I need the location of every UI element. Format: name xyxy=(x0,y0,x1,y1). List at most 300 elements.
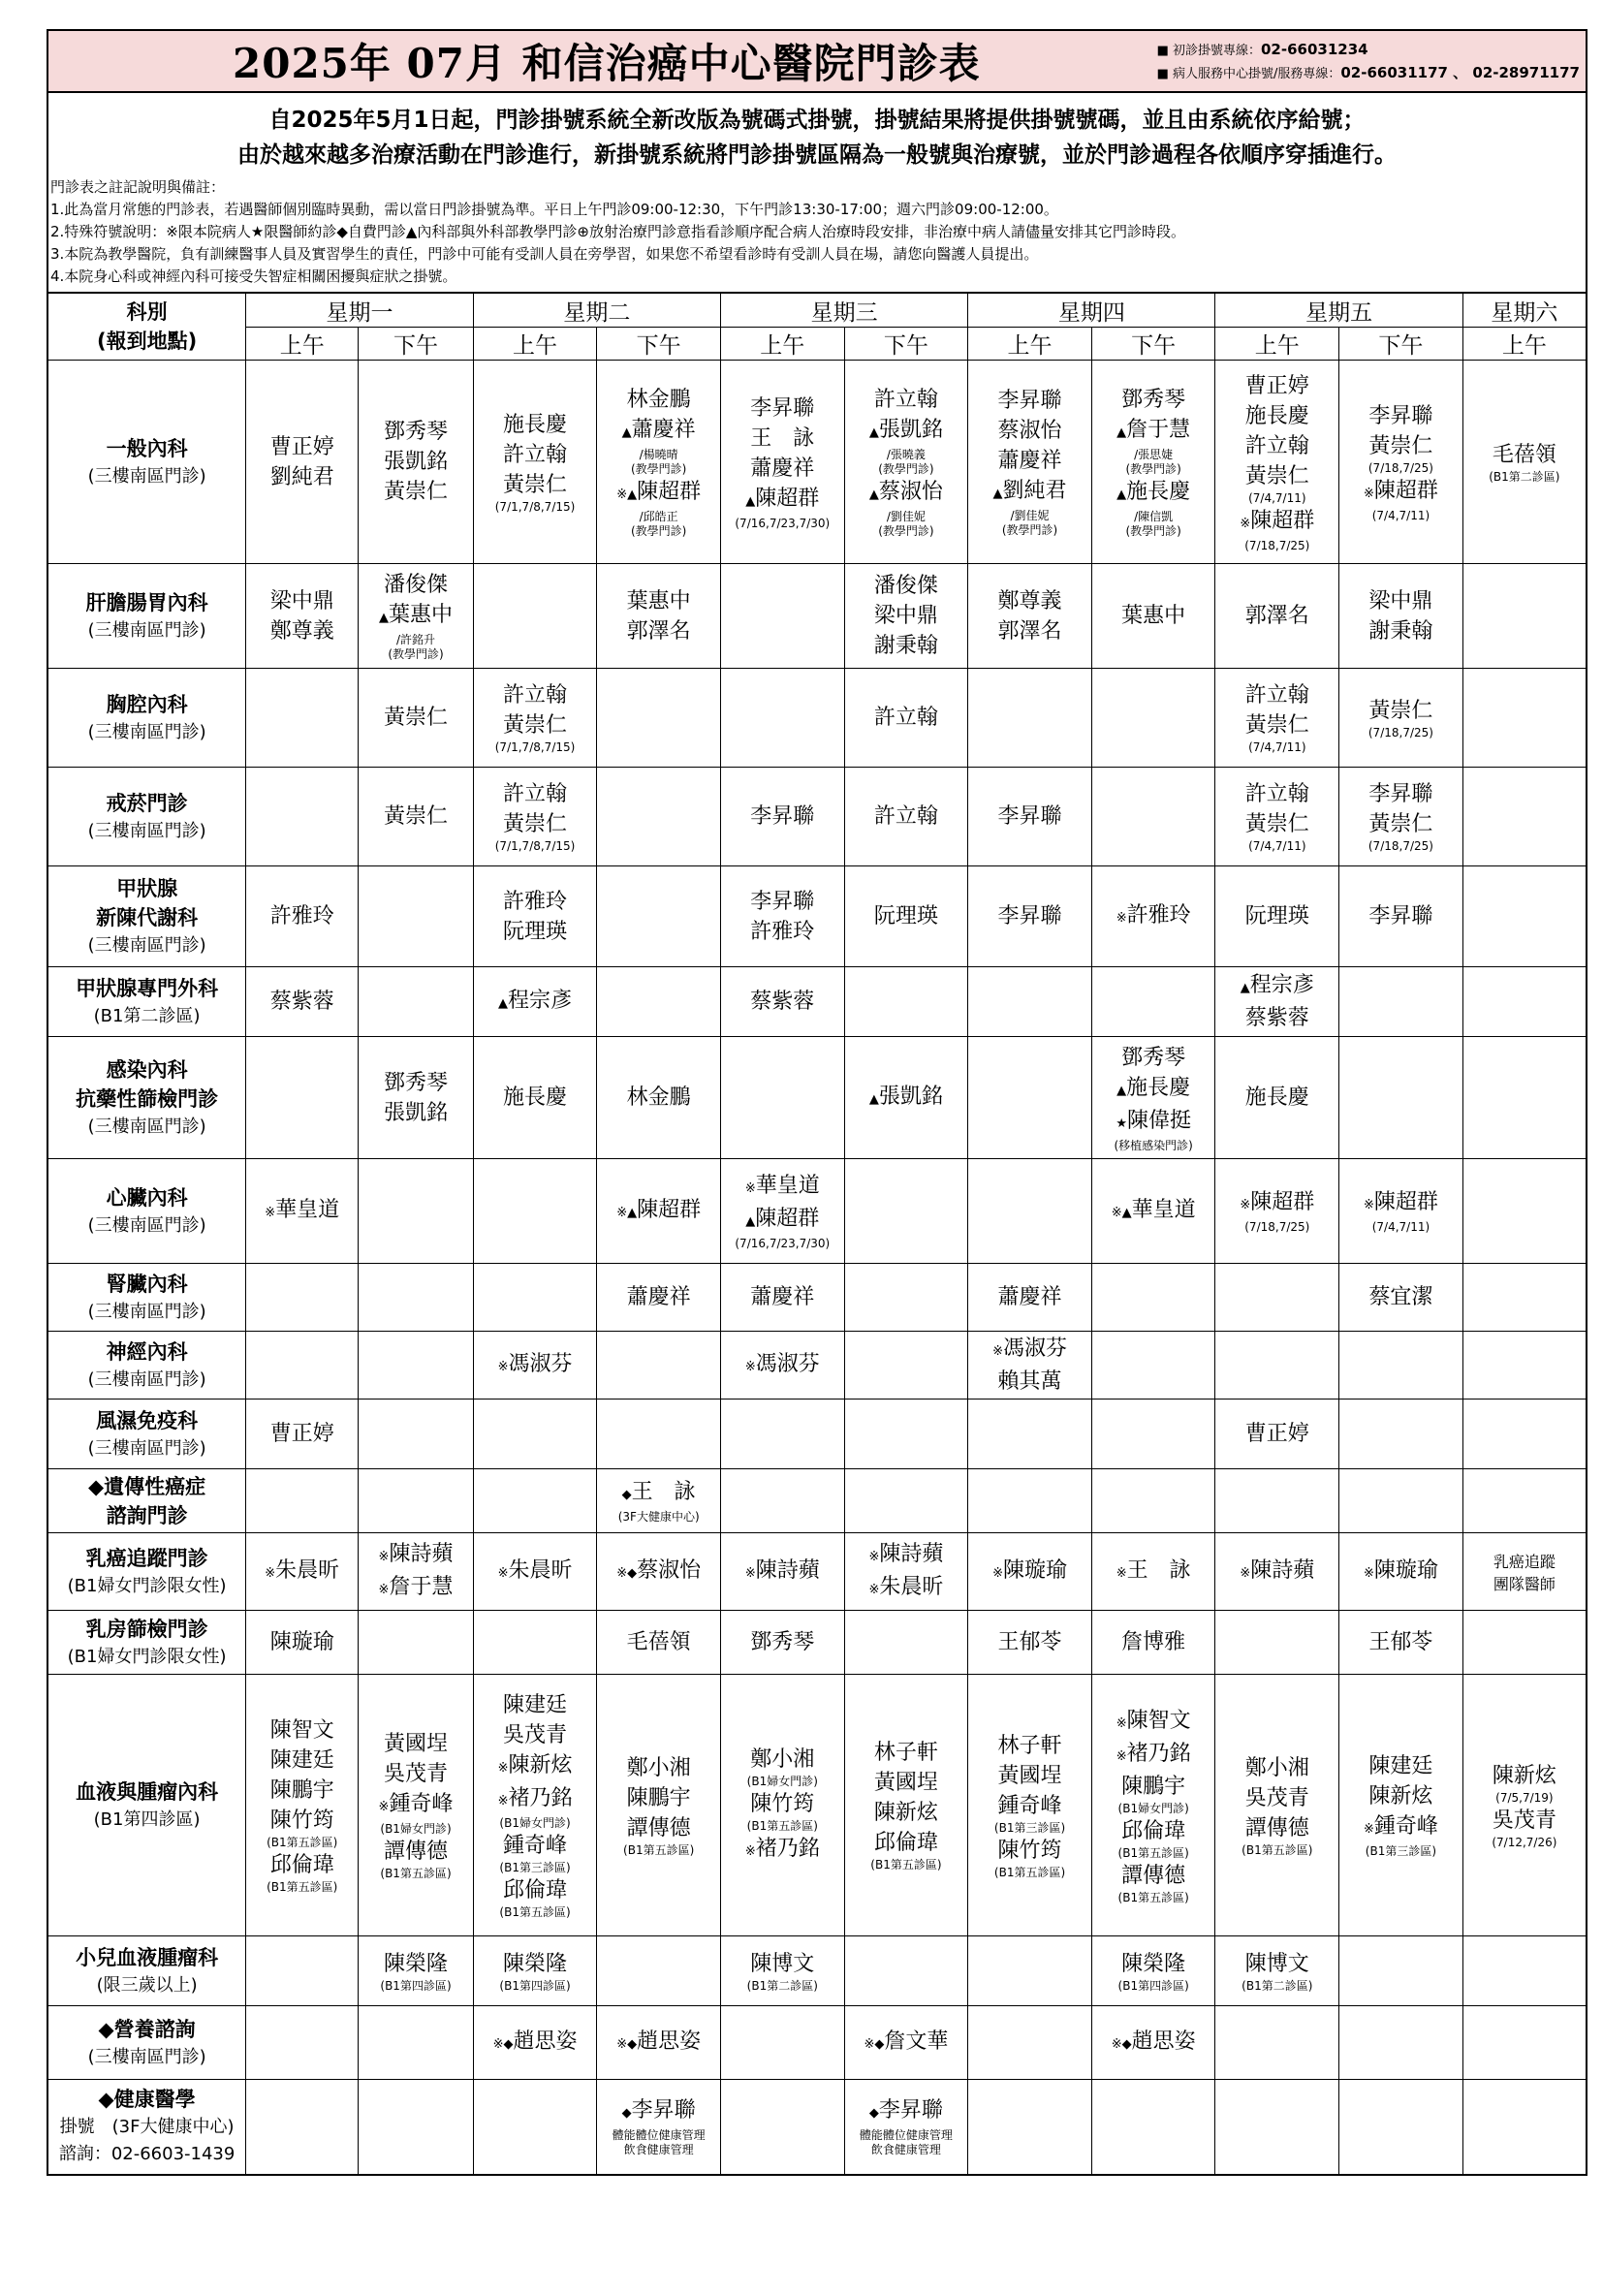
doctor-entry xyxy=(474,1831,597,1861)
doctor-entry xyxy=(845,631,968,661)
doctor-name: 陳智文 xyxy=(269,1718,334,1743)
doctor-entry xyxy=(1339,1751,1462,1781)
doctor-entry xyxy=(246,616,358,646)
doctor-entry xyxy=(597,1813,720,1843)
doctor-entry xyxy=(474,1750,597,1783)
doctor-entry xyxy=(474,1720,597,1750)
dept-cell xyxy=(47,1675,246,1936)
schedule-cell xyxy=(1215,2080,1339,2175)
doctor-name: 陳超群 xyxy=(1250,508,1315,533)
notice-section xyxy=(47,93,1587,292)
schedule-cell xyxy=(597,1159,721,1264)
doctor-name: 李昇聯 xyxy=(997,389,1062,413)
doctor-name: 施長慶 xyxy=(1126,480,1191,504)
schedule-cell xyxy=(1339,1533,1463,1611)
doctor-name: 李昇聯 xyxy=(750,395,815,421)
dept-row xyxy=(47,768,1587,866)
entry-note: (B1婦女門診) xyxy=(499,1816,571,1830)
doctor-name: 陳超群 xyxy=(755,1207,820,1231)
schedule-cell xyxy=(359,1400,473,1469)
dept-location: (三樓南區門診) xyxy=(87,2046,206,2067)
doctor-entry xyxy=(359,1837,472,1867)
doctor-entry xyxy=(359,600,472,633)
doctor-name: 潘俊傑 xyxy=(384,573,449,597)
doctor-name: 陳詩蘋 xyxy=(755,1557,820,1583)
doctor-entry xyxy=(1215,1556,1338,1588)
doctor-name: 施長慶 xyxy=(1244,1085,1309,1110)
doctor-name: 朱晨昕 xyxy=(275,1557,340,1583)
doctor-entry xyxy=(597,1556,720,1588)
schedule-cell xyxy=(246,1611,359,1675)
doctor-entry xyxy=(845,1828,968,1858)
doctor-entry xyxy=(1339,586,1462,616)
schedule-cell xyxy=(1339,1264,1463,1332)
schedule-cell xyxy=(844,1936,968,2006)
schedule-cell xyxy=(968,361,1092,564)
doctor-entry xyxy=(968,1556,1091,1588)
dept-location: (三樓南區門診) xyxy=(87,721,206,742)
schedule-cell xyxy=(968,1469,1092,1533)
doctor-entry xyxy=(968,1731,1091,1761)
entry-note: (B1第五診區) xyxy=(1117,1890,1189,1904)
dept-location: 諮詢：02-6603-1439 xyxy=(58,2144,236,2165)
dept-name: 甲狀腺 xyxy=(116,876,178,900)
doctor-entry xyxy=(597,616,720,646)
doctor-name: 王 詠 xyxy=(631,1480,696,1504)
schedule-cell xyxy=(473,2080,597,2175)
doctor-entry xyxy=(1215,710,1338,740)
schedule-cell xyxy=(1462,1400,1587,1469)
doctor-name: 鄧秀琴 xyxy=(384,1070,449,1095)
symbol-marker: ▲ xyxy=(992,487,1003,501)
schedule-cell xyxy=(597,1037,721,1159)
doctor-entry xyxy=(474,710,597,740)
schedule-cell xyxy=(720,2006,844,2080)
doctor-entry xyxy=(1339,401,1462,431)
doctor-entry xyxy=(1463,1761,1586,1791)
doctor-entry xyxy=(1092,1949,1215,1979)
doctor-entry xyxy=(721,987,844,1017)
doctor-entry xyxy=(721,1556,844,1588)
schedule-cell xyxy=(1215,1611,1339,1675)
schedule-cell xyxy=(720,866,844,967)
doctor-entry xyxy=(359,477,472,507)
team-note: 團隊醫師 xyxy=(1493,1574,1556,1593)
schedule-cell xyxy=(1091,1469,1215,1533)
schedule-cell xyxy=(359,967,473,1037)
doctor-entry xyxy=(721,1171,844,1204)
schedule-cell xyxy=(1339,1675,1463,1936)
doctor-entry xyxy=(597,1753,720,1783)
schedule-cell xyxy=(473,866,597,967)
schedule-cell xyxy=(1091,1533,1215,1611)
dept-location: (三樓南區門診) xyxy=(87,465,206,487)
schedule-cell xyxy=(473,1469,597,1533)
symbol-marker: ※◆ xyxy=(616,1565,638,1581)
schedule-cell xyxy=(246,1332,359,1400)
doctor-name: 陳竹筠 xyxy=(750,1791,815,1816)
schedule-cell xyxy=(1215,1533,1339,1611)
doctor-entry xyxy=(474,440,597,470)
doctor-name: 謝秉翰 xyxy=(873,634,938,658)
doctor-entry xyxy=(1215,506,1338,539)
schedule-cell xyxy=(246,2080,359,2175)
schedule-cell xyxy=(1091,2006,1215,2080)
dept-name: 神經內科 xyxy=(106,1339,188,1364)
schedule-cell xyxy=(1091,2080,1215,2175)
symbol-marker: ※ xyxy=(1116,910,1127,926)
pm-header: 下午 xyxy=(844,328,968,361)
doctor-name: 邱倫瑋 xyxy=(873,1831,938,1855)
schedule-cell xyxy=(473,1332,597,1400)
doctor-name: 王 詠 xyxy=(1126,1557,1191,1583)
schedule-cell xyxy=(1339,361,1463,564)
schedule-cell xyxy=(1215,669,1339,768)
schedule-cell xyxy=(1215,1037,1339,1159)
doctor-name: 郭澤名 xyxy=(1244,604,1309,628)
doctor-name: 王郁苓 xyxy=(1368,1630,1433,1654)
doctor-entry xyxy=(721,393,844,424)
symbol-marker: ※ xyxy=(1363,1198,1374,1212)
doctor-entry xyxy=(597,2095,720,2128)
schedule-cell xyxy=(1462,1936,1587,2006)
symbol-marker: ※ xyxy=(497,1794,509,1808)
entry-note: (B1第三診區) xyxy=(993,1820,1066,1835)
doctor-name: 許立翰 xyxy=(503,442,568,467)
schedule-cell xyxy=(597,768,721,866)
schedule-cell xyxy=(968,1400,1092,1469)
symbol-marker: ※ xyxy=(1240,1198,1251,1212)
schedule-cell xyxy=(1462,2080,1587,2175)
schedule-cell xyxy=(597,361,721,564)
schedule-cell xyxy=(968,1037,1092,1159)
symbol-marker: ※ xyxy=(868,1582,880,1597)
doctor-name: 程宗彥 xyxy=(1249,973,1314,997)
schedule-cell xyxy=(473,564,597,669)
schedule-cell xyxy=(1339,2006,1463,2080)
dept-row xyxy=(47,1611,1587,1675)
doctor-entry xyxy=(1339,1187,1462,1220)
doctor-name: 張凱銘 xyxy=(384,1100,449,1125)
day-header-thu: 星期四 xyxy=(968,293,1215,328)
doctor-entry xyxy=(597,477,720,510)
dept-cell xyxy=(47,1611,246,1675)
doctor-entry xyxy=(1339,696,1462,726)
schedule-cell xyxy=(246,1936,359,2006)
doctor-entry xyxy=(1215,901,1338,931)
schedule-cell xyxy=(968,1611,1092,1675)
schedule-cell xyxy=(1462,768,1587,866)
schedule-cell xyxy=(1462,669,1587,768)
team-note: 乳癌追蹤 xyxy=(1493,1552,1556,1571)
doctor-entry xyxy=(845,703,968,733)
doctor-entry xyxy=(474,1949,597,1979)
doctor-name: 郭澤名 xyxy=(626,618,691,644)
doctor-name: 陳建廷 xyxy=(269,1748,334,1773)
schedule-cell xyxy=(844,1611,968,1675)
dept-name: ◆營養諮詢 xyxy=(98,2017,196,2041)
schedule-cell xyxy=(968,564,1092,669)
entry-note: (B1第二診區) xyxy=(746,1978,818,1993)
am-header: 上午 xyxy=(720,328,844,361)
doctor-entry xyxy=(474,1556,597,1588)
symbol-marker: ※ xyxy=(1116,1565,1127,1581)
doctor-name: 鄭小湘 xyxy=(626,1755,691,1780)
doctor-entry xyxy=(246,1419,358,1449)
dept-location: (三樓南區門診) xyxy=(87,1116,206,1137)
schedule-cell xyxy=(1091,1400,1215,1469)
doctor-entry xyxy=(968,1791,1091,1821)
notes-heading: 門診表之註記說明與備註： xyxy=(50,178,226,196)
schedule-cell xyxy=(1215,1159,1339,1264)
dept-location: (三樓南區門診) xyxy=(87,1214,206,1236)
doctor-entry xyxy=(597,385,720,415)
doctor-name: 黃崇仁 xyxy=(503,812,568,836)
dept-header: 科別 (報到地點) xyxy=(47,293,246,361)
entry-note: (7/4,7/11) xyxy=(1371,508,1430,522)
dept-cell xyxy=(47,564,246,669)
dept-row xyxy=(47,967,1587,1037)
dept-row xyxy=(47,1469,1587,1533)
doctor-entry xyxy=(474,986,597,1019)
am-header: 上午 xyxy=(473,328,597,361)
schedule-cell xyxy=(359,866,473,967)
doctor-name: 陳建廷 xyxy=(503,1693,568,1717)
schedule-cell xyxy=(844,1675,968,1936)
schedule-cell xyxy=(1091,361,1215,564)
doctor-entry xyxy=(1215,970,1338,1003)
schedule-cell xyxy=(1339,1332,1463,1400)
doctor-entry xyxy=(359,1789,472,1822)
doctor-entry xyxy=(721,802,844,832)
schedule-cell xyxy=(1462,564,1587,669)
doctor-entry xyxy=(845,1572,968,1605)
doctor-name: 李昇聯 xyxy=(1368,904,1433,928)
entry-note: (教學門診) xyxy=(1125,524,1181,538)
doctor-name: 鄧秀琴 xyxy=(750,1630,815,1654)
schedule-cell xyxy=(1215,866,1339,967)
doctor-name: 鄭尊義 xyxy=(269,618,334,644)
schedule-cell xyxy=(1339,1159,1463,1264)
doctor-entry xyxy=(1092,1739,1215,1772)
dept-location: (三樓南區門診) xyxy=(87,1301,206,1322)
schedule-cell xyxy=(720,2080,844,2175)
title-bar xyxy=(47,29,1587,93)
schedule-cell xyxy=(597,1936,721,2006)
schedule-cell xyxy=(597,1332,721,1400)
entry-note: (B1第五診區) xyxy=(380,1867,452,1880)
am-header: 上午 xyxy=(1462,328,1587,361)
dept-row xyxy=(47,669,1587,768)
doctor-name: 許雅玲 xyxy=(750,919,815,944)
doctor-name: 陳璇瑜 xyxy=(1373,1557,1438,1583)
doctor-entry xyxy=(721,1789,844,1819)
doctor-entry xyxy=(721,1745,844,1775)
doctor-name: 許立翰 xyxy=(503,683,568,708)
schedule-cell xyxy=(359,1936,473,2006)
schedule-cell xyxy=(597,1469,721,1533)
dept-cell xyxy=(47,1533,246,1611)
doctor-entry xyxy=(845,385,968,415)
schedule-cell xyxy=(720,1159,844,1264)
symbol-marker: ▲ xyxy=(868,425,879,440)
doctor-entry xyxy=(721,1627,844,1657)
doctor-entry xyxy=(474,1875,597,1905)
doctor-name: 陳新炫 xyxy=(1368,1784,1433,1808)
doctor-name: 許立翰 xyxy=(873,706,938,730)
entry-note: /許銘升 xyxy=(395,633,436,646)
doctor-entry xyxy=(246,901,358,931)
doctor-entry xyxy=(1215,1419,1338,1449)
schedule-cell xyxy=(473,1264,597,1332)
doctor-name: 蔡紫蓉 xyxy=(750,990,815,1014)
schedule-cell xyxy=(968,768,1092,866)
doctor-entry xyxy=(845,802,968,832)
doctor-entry xyxy=(1215,1949,1338,1979)
schedule-cell xyxy=(359,2006,473,2080)
schedule-cell xyxy=(597,2006,721,2080)
symbol-marker: ※ xyxy=(1363,1565,1374,1581)
doctor-name: 吳茂青 xyxy=(384,1762,449,1786)
dept-location: (三樓南區門診) xyxy=(87,1368,206,1390)
schedule-cell xyxy=(1339,1037,1463,1159)
schedule-cell xyxy=(597,2080,721,2175)
doctor-entry xyxy=(474,470,597,500)
schedule-cell xyxy=(1091,866,1215,967)
schedule-cell xyxy=(844,866,968,967)
schedule-cell xyxy=(246,1264,359,1332)
doctor-entry xyxy=(246,1806,358,1836)
entry-note: (B1婦女門診) xyxy=(1117,1801,1189,1815)
dept-location: (三樓南區門診) xyxy=(87,1437,206,1459)
entry-note: (7/4,7/11) xyxy=(1248,839,1306,853)
dept-row xyxy=(47,2080,1587,2175)
schedule-cell xyxy=(1462,1159,1587,1264)
schedule-cell xyxy=(1091,564,1215,669)
doctor-name: 黃崇仁 xyxy=(1244,713,1309,738)
schedule-cell xyxy=(473,1611,597,1675)
entry-note: (教學門診) xyxy=(1125,462,1181,476)
symbol-marker: ※ xyxy=(497,1761,509,1776)
schedule-cell xyxy=(473,361,597,564)
symbol-marker: ※▲ xyxy=(616,488,638,502)
symbol-marker: ▲ xyxy=(1240,981,1250,995)
entry-note: (B1婦女門診) xyxy=(746,1774,818,1788)
schedule-cell xyxy=(1462,1037,1587,1159)
doctor-entry xyxy=(1339,1811,1462,1844)
symbol-marker: ※◆ xyxy=(864,2036,885,2052)
doctor-name: 詹博雅 xyxy=(1121,1630,1186,1654)
entry-note: (B1第五診區) xyxy=(267,1880,338,1894)
dept-name: ◆遺傳性癌症 xyxy=(88,1474,206,1498)
entry-note: (教學門診) xyxy=(630,524,687,538)
dept-name: 乳房篩檢門診 xyxy=(85,1617,208,1641)
entry-note: (教學門診) xyxy=(878,524,934,538)
doctor-entry xyxy=(968,1836,1091,1866)
dept-row xyxy=(47,1533,1587,1611)
doctor-name: 蔡淑怡 xyxy=(878,480,943,504)
schedule-cell xyxy=(1462,1332,1587,1400)
doctor-entry xyxy=(1339,431,1462,461)
schedule-cell xyxy=(968,2080,1092,2175)
doctor-name: 黃崇仁 xyxy=(384,804,449,829)
doctor-entry xyxy=(968,416,1091,446)
doctor-name: 程宗彥 xyxy=(508,988,573,1013)
doctor-entry xyxy=(968,802,1091,832)
doctor-name: 陳博文 xyxy=(750,1951,815,1976)
schedule-cell xyxy=(473,967,597,1037)
doctor-name: 朱晨昕 xyxy=(508,1557,573,1583)
doctor-name: 陳超群 xyxy=(1373,478,1438,503)
schedule-cell xyxy=(720,1936,844,2006)
doctor-entry xyxy=(968,616,1091,646)
schedule-cell xyxy=(720,1675,844,1936)
schedule-cell xyxy=(359,361,473,564)
entry-note: /邱皓正 xyxy=(639,510,678,523)
doctor-entry xyxy=(359,1949,472,1979)
schedule-cell xyxy=(1215,1675,1339,1936)
schedule-cell xyxy=(473,1400,597,1469)
doctor-name: 李昇聯 xyxy=(997,904,1062,928)
doctor-entry xyxy=(1092,1073,1215,1106)
doctor-entry xyxy=(1092,415,1215,448)
schedule-cell xyxy=(720,1611,844,1675)
doctor-name: 張凱銘 xyxy=(878,1084,943,1109)
doctor-name: 許立翰 xyxy=(873,388,938,412)
doctor-name: 黃崇仁 xyxy=(1244,812,1309,836)
doctor-name: 黃崇仁 xyxy=(384,480,449,504)
schedule-cell xyxy=(720,361,844,564)
doctor-name: 曹正婷 xyxy=(1244,373,1309,398)
day-header-tue: 星期二 xyxy=(473,293,720,328)
doctor-name: 趙思姿 xyxy=(1131,2029,1196,2054)
doctor-name: 譚傳德 xyxy=(384,1840,449,1864)
doctor-name: 陳鵬宇 xyxy=(626,1785,691,1810)
entry-note: (7/18,7/25) xyxy=(1367,839,1433,853)
schedule-cell xyxy=(1462,1264,1587,1332)
schedule-cell xyxy=(844,1159,968,1264)
doctor-entry xyxy=(968,901,1091,931)
dept-cell xyxy=(47,2080,246,2175)
announcement-line: 自2025年5月1日起，門診掛號系統全新改版為號碼式掛號，掛號結果將提供掛號號碼，並且由系統依序給號； xyxy=(268,108,1366,133)
entry-note: (7/18,7/25) xyxy=(1244,1220,1310,1234)
doctor-name: 蔡淑怡 xyxy=(997,419,1062,443)
doctor-name: 蕭慶祥 xyxy=(631,418,696,442)
entry-note: /楊曉晴 xyxy=(639,448,678,461)
doctor-entry xyxy=(845,477,968,510)
symbol-marker: ※ xyxy=(992,1344,1003,1359)
schedule-cell xyxy=(1091,1264,1215,1332)
doctor-entry xyxy=(845,1539,968,1572)
doctor-entry xyxy=(1339,1282,1462,1312)
schedule-cell xyxy=(246,564,359,669)
doctor-entry xyxy=(1339,1781,1462,1811)
schedule-cell xyxy=(359,1037,473,1159)
doctor-name: 陳詩蘋 xyxy=(1250,1557,1315,1583)
schedule-cell xyxy=(359,2080,473,2175)
schedule-cell xyxy=(597,866,721,967)
schedule-cell xyxy=(1339,1469,1463,1533)
doctor-entry xyxy=(474,2027,597,2060)
doctor-entry xyxy=(246,1850,358,1880)
doctor-name: 褚乃銘 xyxy=(755,1836,820,1861)
doctor-entry xyxy=(1215,401,1338,431)
doctor-entry xyxy=(845,901,968,931)
doctor-entry xyxy=(1339,476,1462,509)
doctor-name: 劉純君 xyxy=(269,464,334,489)
doctor-name: 謝秉翰 xyxy=(1368,618,1433,644)
doctor-name: 許雅玲 xyxy=(1126,902,1191,928)
